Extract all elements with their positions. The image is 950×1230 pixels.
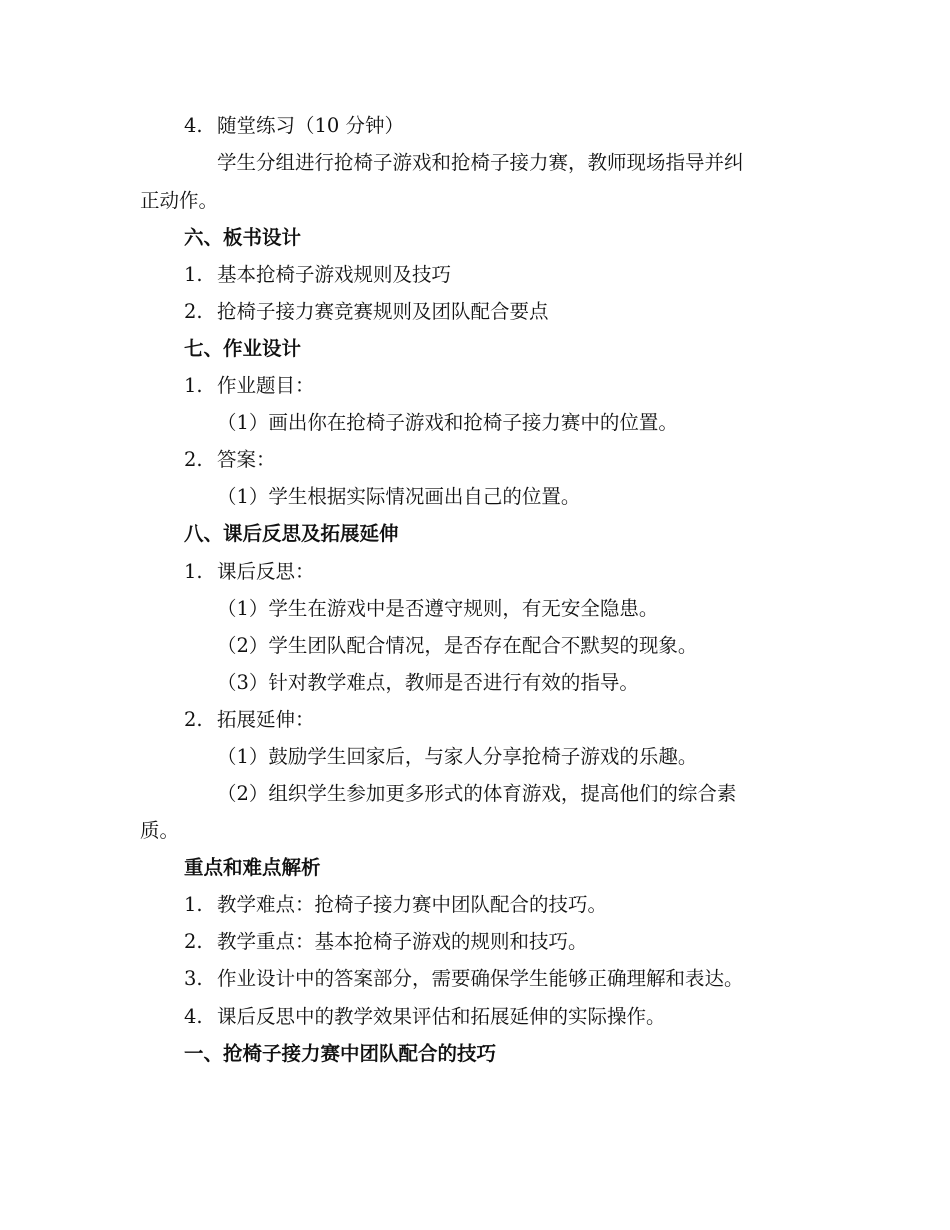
item-number: 3. xyxy=(184,967,203,990)
numbered-item xyxy=(184,113,404,139)
item-text: 教学难点：抢椅子接力赛中团队配合的技巧。 xyxy=(217,893,608,916)
section-heading: 重点和难点解析 xyxy=(184,856,321,879)
sub-item: （1）学生根据实际情况画出自己的位置。 xyxy=(217,485,581,508)
item-number: 4. xyxy=(184,1005,203,1028)
section-heading: 八、课后反思及拓展延伸 xyxy=(184,522,399,545)
sub-item: （1）鼓励学生回家后，与家人分享抢椅子游戏的乐趣。 xyxy=(217,745,698,768)
sub-item: （2）组织学生参加更多形式的体育游戏，提高他们的综合素 xyxy=(217,782,737,805)
item-number: 1. xyxy=(184,893,203,916)
item-text: 作业设计中的答案部分，需要确保学生能够正确理解和表达。 xyxy=(217,967,744,990)
item-number: 2. xyxy=(184,708,203,731)
item-text: 基本抢椅子游戏规则及技巧 xyxy=(217,263,452,286)
sub-item: （1）画出你在抢椅子游戏和抢椅子接力赛中的位置。 xyxy=(217,411,678,434)
sub-item: （1）学生在游戏中是否遵守规则，有无安全隐患。 xyxy=(217,597,659,620)
numbered-item xyxy=(184,262,451,288)
item-text: 随堂练习（10 分钟） xyxy=(217,114,405,137)
item-text: 抢椅子接力赛竞赛规则及团队配合要点 xyxy=(217,300,549,323)
section-heading: 一、抢椅子接力赛中团队配合的技巧 xyxy=(184,1042,497,1065)
item-text: 作业题目： xyxy=(217,374,315,397)
paragraph-line: 学生分组进行抢椅子游戏和抢椅子接力赛，教师现场指导并纠 xyxy=(217,151,744,174)
item-text: 课后反思中的教学效果评估和拓展延伸的实际操作。 xyxy=(217,1005,666,1028)
numbered-item xyxy=(184,299,549,325)
item-number: 2. xyxy=(184,930,203,953)
item-text: 教学重点：基本抢椅子游戏的规则和技巧。 xyxy=(217,930,588,953)
numbered-item xyxy=(184,1004,666,1030)
sub-item: （3）针对教学难点，教师是否进行有效的指导。 xyxy=(217,671,639,694)
paragraph-line: 正动作。 xyxy=(140,189,219,212)
paragraph-line: 质。 xyxy=(140,819,180,842)
item-number: 1. xyxy=(184,263,203,286)
item-number: 2. xyxy=(184,448,203,471)
numbered-item xyxy=(184,929,588,955)
numbered-item xyxy=(184,447,276,473)
item-text: 课后反思： xyxy=(217,560,315,583)
section-heading: 六、板书设计 xyxy=(184,226,302,249)
numbered-item xyxy=(184,707,315,733)
section-heading: 七、作业设计 xyxy=(184,337,302,360)
item-number: 1. xyxy=(184,560,203,583)
numbered-item xyxy=(184,966,744,992)
item-number: 4. xyxy=(184,114,203,137)
numbered-item xyxy=(184,892,607,918)
item-number: 1. xyxy=(184,374,203,397)
sub-item: （2）学生团队配合情况，是否存在配合不默契的现象。 xyxy=(217,634,698,657)
item-number: 2. xyxy=(184,300,203,323)
item-text: 答案： xyxy=(217,448,276,471)
numbered-item xyxy=(184,559,315,585)
numbered-item xyxy=(184,373,315,399)
item-text: 拓展延伸： xyxy=(217,708,315,731)
